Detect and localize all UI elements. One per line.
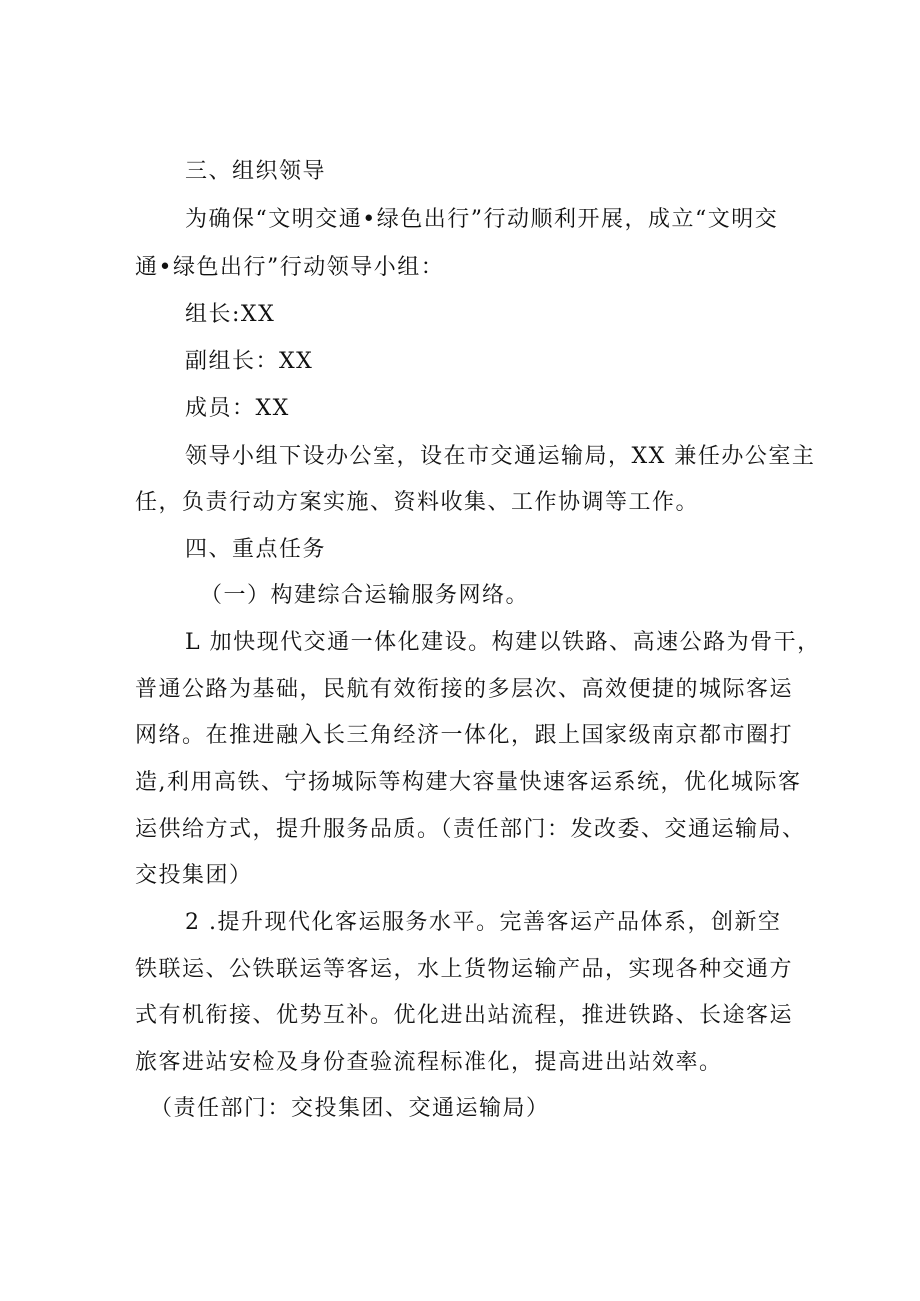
office-line-1: 领导小组下设办公室，设在市交通运输局，XX 兼任办公室主 bbox=[185, 444, 816, 469]
office-line-2: 任，负责行动方案实施、资料收集、工作协调等工作。 bbox=[135, 490, 700, 515]
item-1-line-1: L 加快现代交通一体化建设。构建以铁路、高速公路为骨干， bbox=[185, 630, 821, 655]
item-2-line-1: 2 .提升现代化客运服务水平。完善客运产品体系，创新空 bbox=[185, 910, 782, 935]
section-3-intro-line-1: 为确保“文明交通•绿色出行”行动顺利开展，成立“文明交 bbox=[185, 207, 779, 232]
members-line: 成员：XX bbox=[185, 396, 290, 421]
leader-line: 组长:XX bbox=[185, 302, 276, 327]
item-2-responsible: （责任部门：交投集团、交通运输局） bbox=[150, 1096, 550, 1121]
item-2-line-3: 式有机衔接、优势互补。优化进出站流程，推进铁路、长途客运 bbox=[135, 1003, 794, 1028]
item-1-line-3: 网络。在推进融入长三角经济一体化，跟上国家级南京都市圈打 bbox=[135, 723, 794, 748]
section-4-heading: 四、重点任务 bbox=[185, 537, 327, 562]
deputy-leader-line: 副组长：XX bbox=[185, 349, 314, 374]
item-1-line-5: 运供给方式，提升服务品质。（责任部门：发改委、交通运输局、 bbox=[135, 817, 806, 842]
item-1-line-6: 交投集团） bbox=[135, 863, 253, 888]
item-1-line-2: 普通公路为基础，民航有效衔接的多层次、高效便捷的城际客运 bbox=[135, 677, 794, 702]
item-2-line-2: 铁联运、公铁联运等客运，水上货物运输产品，实现各种交通方 bbox=[135, 957, 794, 982]
item-1-line-4: 造,利用高铁、宁扬城际等构建大容量快速客运系统，优化城际客 bbox=[135, 770, 802, 795]
item-2-line-4: 旅客进站安检及身份查验流程标准化，提高进出站效率。 bbox=[135, 1050, 723, 1075]
subsection-1-heading: （一）构建综合运输服务网络。 bbox=[200, 583, 530, 608]
section-3-heading: 三、组织领导 bbox=[185, 159, 327, 184]
section-3-intro-line-2: 通•绿色出行”行动领导小组： bbox=[135, 255, 445, 280]
